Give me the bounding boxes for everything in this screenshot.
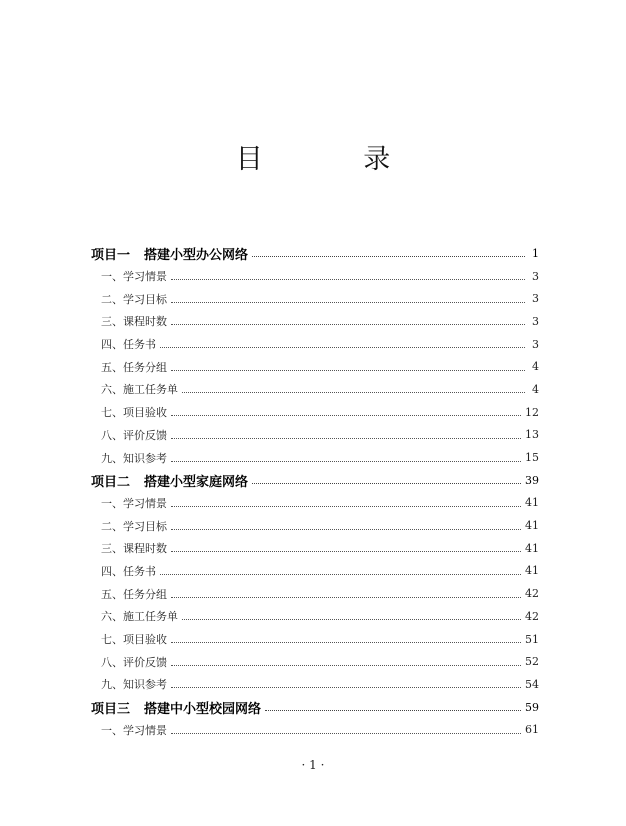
dot-leader — [182, 391, 525, 393]
page-number-footer: · 1 · — [301, 758, 325, 772]
toc-entry-label: 五、任务分组 — [101, 360, 167, 374]
toc-section-entry[interactable] — [91, 287, 539, 310]
dot-leader — [171, 460, 521, 462]
toc-entry-label — [91, 698, 261, 717]
toc-section-entry[interactable] — [91, 446, 539, 469]
toc-page-number: 39 — [525, 473, 539, 487]
toc-page-number: 12 — [525, 405, 539, 419]
dot-leader — [160, 573, 521, 575]
toc-entry-label: 七、项目验收 — [101, 406, 167, 420]
toc-page-number: 41 — [525, 564, 539, 578]
dot-leader — [182, 618, 521, 620]
toc-entry-label: 九、知识参考 — [101, 678, 167, 692]
toc-entry-label: 八、评价反馈 — [101, 655, 167, 669]
dot-leader — [171, 664, 521, 666]
dot-leader — [171, 414, 521, 416]
toc-section-entry[interactable] — [91, 492, 539, 515]
toc-entry-label: 五、任务分组 — [101, 587, 167, 601]
toc-entry-label: 四、任务书 — [101, 338, 156, 352]
toc-page-number: 59 — [525, 700, 539, 714]
toc-page-number: 1 — [532, 246, 539, 260]
table-of-contents — [91, 242, 539, 741]
toc-section-entry[interactable] — [91, 378, 539, 401]
toc-page-number: 41 — [525, 519, 539, 533]
toc-entry-label: 四、任务书 — [101, 564, 156, 578]
toc-entry-label: 七、项目验收 — [101, 633, 167, 647]
toc-page-number: 42 — [525, 609, 539, 623]
toc-section-entry[interactable] — [91, 605, 539, 628]
toc-section-entry[interactable] — [91, 401, 539, 424]
toc-page-number: 15 — [525, 451, 539, 465]
toc-page-number: 3 — [532, 269, 539, 283]
toc-project-entry[interactable] — [91, 696, 539, 719]
page-title: 目 录 — [235, 144, 437, 175]
toc-entry-label: 一、学习情景 — [101, 496, 167, 510]
toc-project-title: 搭建中小型校园网络 — [144, 701, 262, 717]
toc-section-entry[interactable] — [91, 650, 539, 673]
dot-leader — [171, 323, 525, 325]
toc-entry-label: 六、施工任务单 — [101, 383, 178, 397]
toc-entry-label: 一、学习情景 — [101, 270, 167, 284]
toc-section-entry[interactable] — [91, 514, 539, 537]
dot-leader — [252, 255, 525, 257]
toc-section-entry[interactable] — [91, 424, 539, 447]
toc-page-number: 52 — [525, 655, 539, 669]
toc-project-title: 搭建小型家庭网络 — [144, 474, 249, 490]
toc-page-number: 13 — [525, 428, 539, 442]
dot-leader — [171, 505, 521, 507]
toc-entry-label — [91, 471, 248, 490]
toc-section-entry[interactable] — [91, 560, 539, 583]
toc-page-number: 54 — [525, 677, 539, 691]
toc-project-title: 搭建小型办公网络 — [144, 247, 249, 263]
dot-leader — [171, 550, 521, 552]
toc-section-entry[interactable] — [91, 718, 539, 741]
toc-entry-label — [91, 244, 248, 263]
dot-leader — [252, 482, 521, 484]
toc-page-number: 3 — [532, 314, 539, 328]
toc-project-number: 项目三 — [91, 701, 131, 717]
toc-entry-label: 八、评价反馈 — [101, 428, 167, 442]
toc-entry-label: 二、学习目标 — [101, 292, 167, 306]
toc-entry-label: 三、课程时数 — [101, 542, 167, 556]
toc-page-number: 42 — [525, 587, 539, 601]
toc-page-number: 4 — [532, 360, 539, 374]
toc-page-number: 4 — [532, 382, 539, 396]
toc-project-number: 项目一 — [91, 247, 131, 263]
toc-section-entry[interactable] — [91, 265, 539, 288]
toc-entry-label: 二、学习目标 — [101, 519, 167, 533]
toc-entry-label: 九、知识参考 — [101, 451, 167, 465]
toc-page-number: 41 — [525, 496, 539, 510]
toc-page-number: 3 — [532, 292, 539, 306]
toc-entry-label: 六、施工任务单 — [101, 610, 178, 624]
toc-page-number: 3 — [532, 337, 539, 351]
toc-page-number: 41 — [525, 541, 539, 555]
toc-section-entry[interactable] — [91, 673, 539, 696]
toc-project-number: 项目二 — [91, 474, 131, 490]
dot-leader — [171, 596, 521, 598]
toc-project-entry[interactable] — [91, 242, 539, 265]
dot-leader — [171, 437, 521, 439]
toc-page-number: 51 — [525, 632, 539, 646]
toc-section-entry[interactable] — [91, 333, 539, 356]
dot-leader — [171, 528, 521, 530]
toc-project-entry[interactable] — [91, 469, 539, 492]
dot-leader — [160, 346, 525, 348]
dot-leader — [265, 709, 521, 711]
dot-leader — [171, 278, 525, 280]
toc-section-entry[interactable] — [91, 310, 539, 333]
dot-leader — [171, 641, 521, 643]
toc-entry-label: 一、学习情景 — [101, 723, 167, 737]
toc-section-entry[interactable] — [91, 355, 539, 378]
dot-leader — [171, 369, 525, 371]
toc-page-number: 61 — [525, 723, 539, 737]
dot-leader — [171, 301, 525, 303]
toc-entry-label: 三、课程时数 — [101, 315, 167, 329]
dot-leader — [171, 686, 521, 688]
dot-leader — [171, 732, 521, 734]
toc-section-entry[interactable] — [91, 628, 539, 651]
toc-section-entry[interactable] — [91, 582, 539, 605]
toc-section-entry[interactable] — [91, 537, 539, 560]
